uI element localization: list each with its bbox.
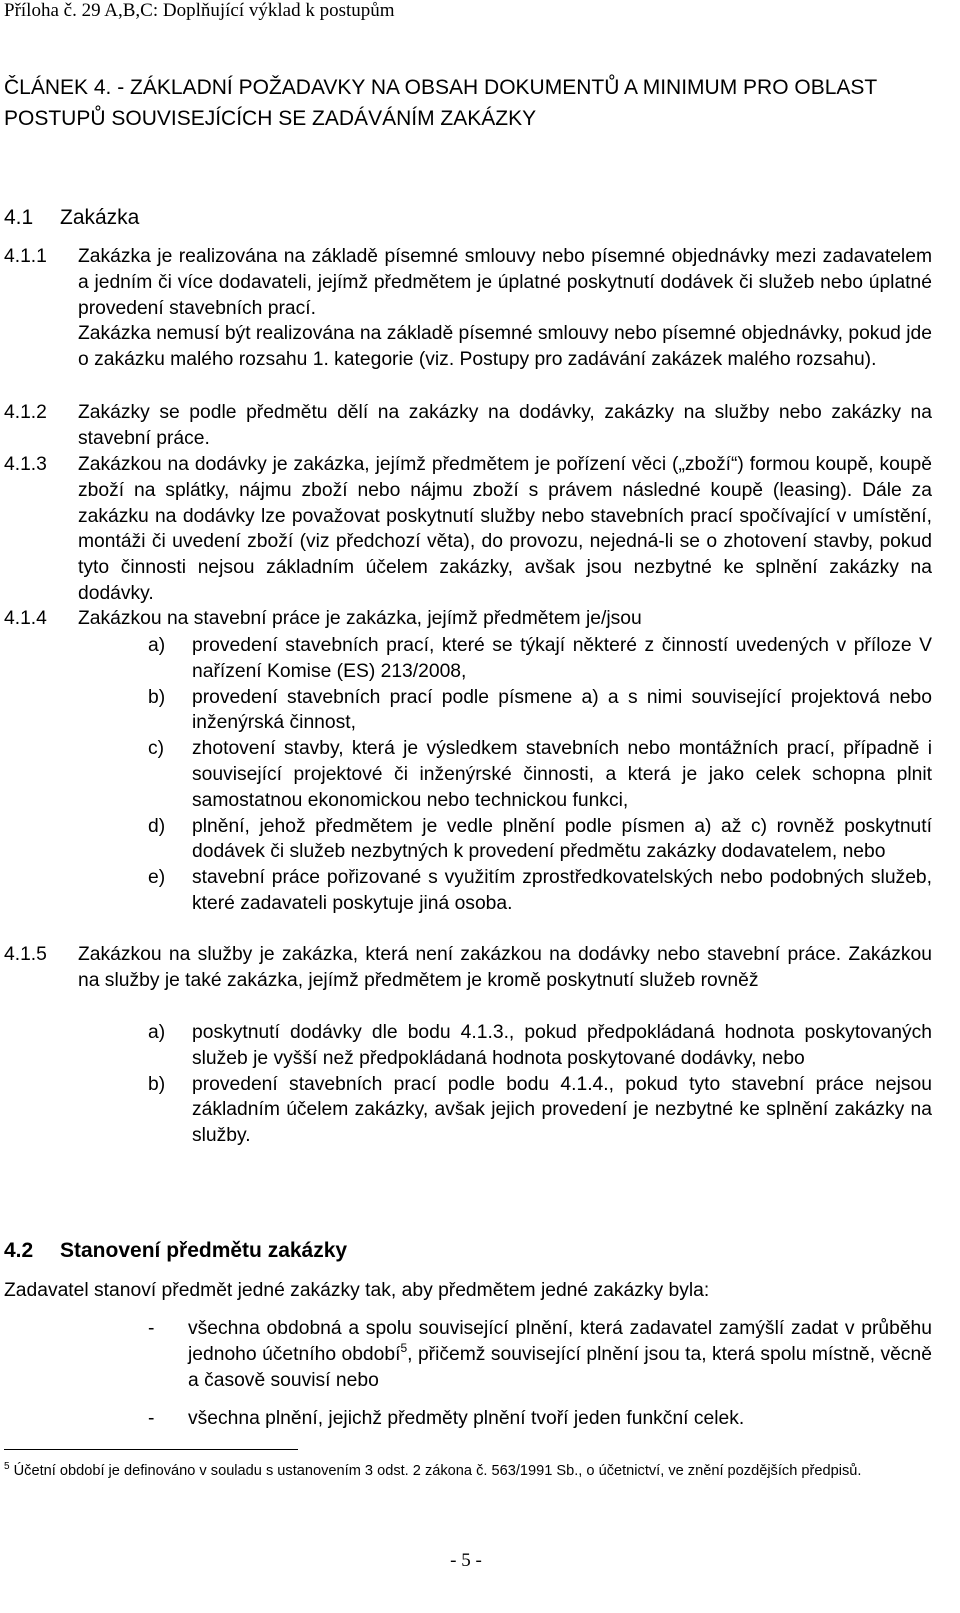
list-item: [148, 633, 932, 685]
section-title: Stanovení předmětu zakázky: [60, 1239, 348, 1262]
list-text: zhotovení stavby, která je výsledkem stavebních nebo montážních prací, případně i související projektové či inženýrské činnosti, a která je jako celek schopna plnit samostatnou ekonomickou nebo technickou funkci,: [192, 738, 932, 811]
page-header: Příloha č. 29 A,B,C: Doplňující výklad k postupům: [4, 0, 395, 21]
list-text: všechna obdobná a spolu související plnění, která zadavatel zamýšlí zadat v průběhu jednoho účetního období: [188, 1318, 932, 1365]
paragraph-number: 4.1.5: [4, 944, 47, 965]
footnote-reference[interactable]: 5: [400, 1340, 408, 1355]
list-text: provedení stavebních prací podle bodu 4.1.4., pokud tyto stavební práce nejsou základním účelem zakázky, avšak jejich provedení je nezbytné ke splnění zakázky na služby.: [192, 1073, 932, 1147]
section-title: Zakázka: [60, 206, 140, 229]
list-text: všechna plnění, jejichž předměty plnění tvoří jeden funkční celek.: [188, 1408, 745, 1430]
section-intro: Zadavatel stanoví předmět jedné zakázky tak, aby předmětem jedné zakázky byla:: [4, 1280, 710, 1301]
paragraph-4-1-4: [4, 606, 932, 632]
paragraph-4-1-5: [4, 942, 932, 994]
footnote-mark: 5: [4, 1461, 10, 1472]
list-text: plnění, jehož předmětem je vedle plnění podle písmen a) až c) rovněž poskytnutí dodávek či služeb nezbytných k provedení předmětu zakázky dodavatelem, nebo: [192, 815, 932, 863]
list-item: [148, 736, 932, 813]
list-item: [148, 814, 932, 866]
paragraph-text: Zakázkou na služby je zakázka, která není zakázkou na dodávky nebo stavební práce. Zakázkou na služby je také zakázka, jejímž předmětem je kromě poskytnutí služeb rovněž: [78, 944, 932, 991]
list-item: [148, 685, 932, 737]
paragraph-number: 4.1.3: [4, 454, 47, 475]
list-label: b): [148, 1073, 166, 1095]
paragraph-text: Zakázkou na stavební práce je zakázka, jejímž předmětem je/jsou: [78, 608, 642, 629]
list-label: -: [148, 1408, 155, 1430]
list-label: b): [148, 686, 166, 708]
list-label: c): [148, 738, 165, 760]
paragraph-4-1-1: [4, 244, 932, 373]
list-text: poskytnutí dodávky dle bodu 4.1.3., pokud předpokládaná hodnota poskytovaných služeb je vyšší než předpokládaná hodnota poskytované dodávky, nebo: [192, 1022, 932, 1069]
list-label: a): [148, 635, 166, 656]
page-number: - 5 -: [450, 1550, 482, 1571]
list-label: a): [148, 1022, 166, 1043]
list-text: stavební práce pořizované s využitím zprostředkovatelských nebo podobných služeb, které zadavateli poskytuje jiná osoba.: [192, 867, 932, 914]
section-heading-4-1: [4, 205, 139, 231]
paragraph-text: Zakázky se podle předmětu dělí na zakázky na dodávky, zakázky na služby nebo zakázky na stavební práce.: [78, 402, 932, 449]
section-heading-4-2: [4, 1238, 347, 1264]
paragraph-number: 4.1.1: [4, 246, 47, 267]
list-label: e): [148, 867, 166, 889]
paragraph-4-1-3: [4, 452, 932, 607]
list-item: [148, 1020, 932, 1072]
list-item: [148, 1072, 932, 1149]
paragraph-number: 4.1.4: [4, 608, 47, 629]
article-title: ČLÁNEK 4. - ZÁKLADNÍ POŽADAVKY NA OBSAH DOKUMENTŮ A MINIMUM PRO OBLAST POSTUPŮ SOUVISEJÍCÍCH SE ZADÁVÁNÍM ZAKÁZKY: [4, 76, 877, 130]
list-label: -: [148, 1318, 155, 1339]
list-item: [148, 1316, 932, 1393]
paragraph-text: Zakázka nemusí být realizována na základě písemné smlouvy nebo písemné objednávky, pokud jde o zakázku malého rozsahu 1. kategorie (viz. Postupy pro zadávání zakázek malého rozsahu).: [78, 323, 932, 371]
paragraph-number: 4.1.2: [4, 402, 47, 423]
footnote: [4, 1461, 930, 1481]
paragraph-text: Zakázkou na dodávky je zakázka, jejímž předmětem je pořízení věci („zboží“) formou koupě, koupě zboží na splátky, nájmu zboží nebo nájmu zboží s právem následné koupě (leasing). Dále za zakázku na dodávky lze považovat poskytnutí služby nebo stavebních prací spočívající v umístění, montáži či uvedení zboží (viz předchozí věta), do provozu, nejedná-li se o zhotovení stavby, pokud tyto činnosti nejsou základním účelem zakázky, avšak jsou nezbytné ke splnění zakázky na dodávky.: [78, 454, 932, 604]
paragraph-text: Zakázka je realizována na základě písemné smlouvy nebo písemné objednávky mezi zadavatelem a jedním či více dodavateli, jejímž předmětem je úplatné poskytnutí dodávek či služeb nebo úplatné provedení stavebních prací.: [78, 246, 932, 319]
list-item: [148, 865, 932, 917]
list-item: [148, 1406, 932, 1432]
footnote-text: Účetní období je definováno v souladu s ustanovením 3 odst. 2 zákona č. 563/1991 Sb., o účetnictví, ve znění pozdějších předpisů.: [13, 1463, 862, 1479]
footnote-separator: [4, 1449, 298, 1450]
section-number: 4.2: [4, 1239, 34, 1262]
paragraph-4-1-2: [4, 400, 932, 452]
list-4-2: [148, 1316, 932, 1432]
list-label: d): [148, 815, 166, 837]
list-text: , přičemž související plnění jsou ta, která spolu místně, věcně a časově souvisí nebo: [188, 1343, 932, 1391]
section-number: 4.1: [4, 206, 34, 229]
list-text: provedení stavebních prací, které se týkají některé z činností uvedených v příloze V nařízení Komise (ES) 213/2008,: [192, 635, 932, 682]
list-4-1-4: [148, 633, 932, 917]
list-text: provedení stavebních prací podle písmene a) a s nimi související projektová nebo inženýrská činnost,: [192, 686, 932, 734]
list-4-1-5: [148, 1020, 932, 1149]
